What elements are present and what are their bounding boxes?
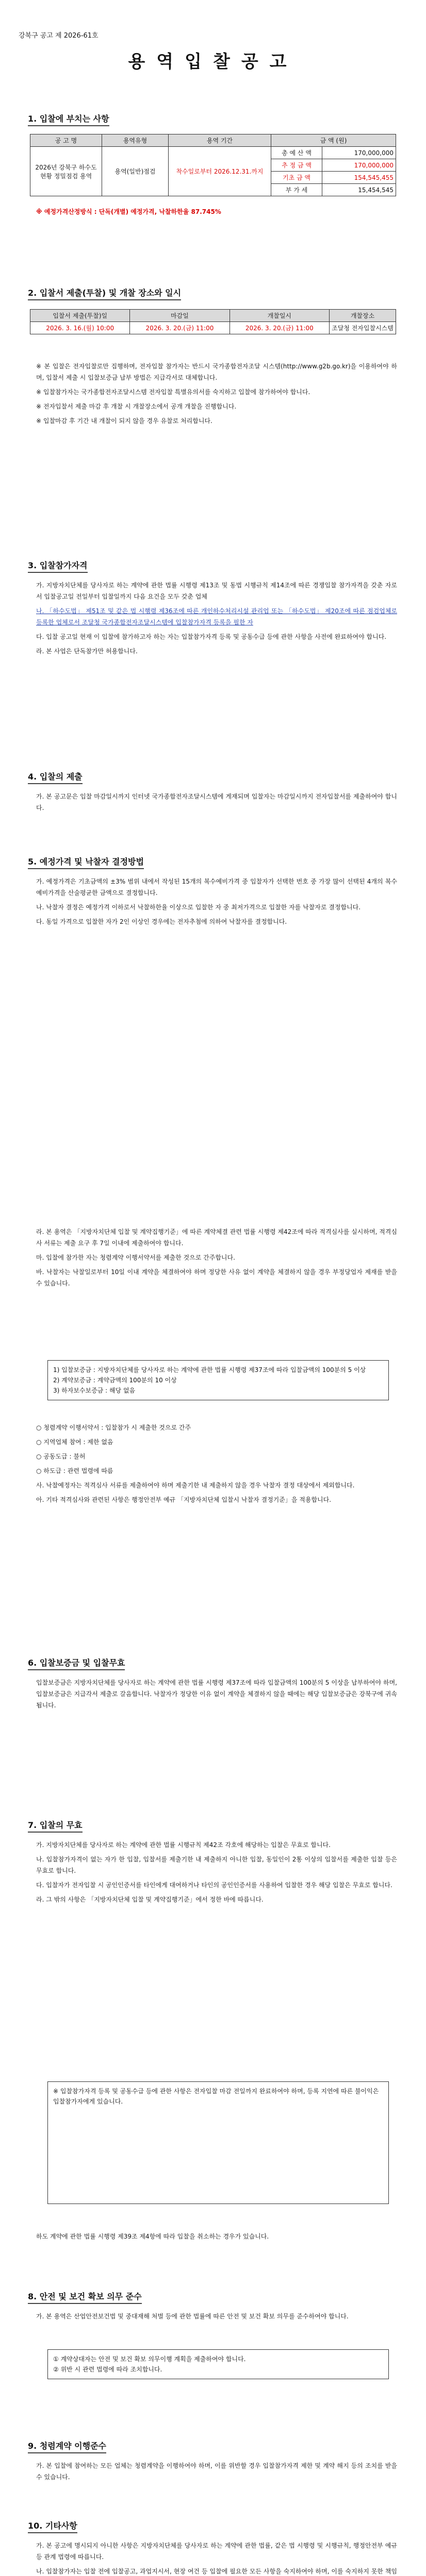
box-line: 1) 입찰보증금 : 지방자치단체를 당사자로 하는 계약에 관한 법률 시행령 제37조에 따라 입찰금액의 100분의 5 이상 <box>53 1366 366 1374</box>
opening-place: 조달청 전자입찰시스템 <box>330 322 396 334</box>
item-text: 다. 입찰자가 전자입찰 시 공인인증서를 타인에게 대여하거나 타인의 공인인증서를 사용하여 입찰한 경우 해당 입찰은 무효로 합니다. <box>36 1882 392 1889</box>
section-6-heading: 6. 입찰보증금 및 입찰무효 <box>28 1656 125 1670</box>
item-text: 다. 동일 가격으로 입찰한 자가 2인 이상인 경우에는 전자추첨에 의하여 낙찰자를 결정합니다. <box>36 918 287 925</box>
item-text: 나. 입찰참가자격이 없는 자가 한 입찰, 입찰서를 제출기한 내 제출하지 아니한 입찰, 동일인이 2통 이상의 입찰서를 제출한 입찰 등은 무효로 합니다. <box>36 1856 397 1874</box>
box-line: 2) 계약보증금 : 계약금액의 100분의 10 이상 <box>53 1377 177 1384</box>
section-2-notes <box>36 361 397 430</box>
amount-label: 총 예 산 액 <box>271 147 322 159</box>
tender-items-table <box>30 134 396 196</box>
col-header: 마감일 <box>130 310 230 322</box>
item-text: 가. 본 공고에 명시되지 아니한 사항은 지방자치단체를 당사자로 하는 계약에 관한 법률, 같은 법 시행령 및 시행규칙, 행정안전부 예규 등 관계 법령에 따릅니다. <box>36 2542 397 2561</box>
col-header: 개찰장소 <box>330 310 396 322</box>
item-text: 라. 그 밖의 사항은 「지방자치단체 입찰 및 계약집행기준」에서 정한 바에 따릅니다. <box>36 1896 264 1903</box>
item-text: 나. 낙찰자 결정은 예정가격 이하로서 낙찰하한율 이상으로 입찰한 자 중 최저가격으로 입찰한 자를 낙찰자로 결정합니다. <box>36 904 361 911</box>
section-7-heading: 7. 입찰의 무효 <box>28 1819 83 1833</box>
schedule-table <box>30 309 396 334</box>
section-4-body: 가. 본 공고문은 입찰 마감일시까지 인터넷 국가종합전자조달시스템에 게재되며 입찰자는 마감일시까지 전자입찰서를 제출하여야 합니다. <box>36 793 397 811</box>
opening-date: 2026. 3. 20.(금) 11:00 <box>230 322 329 334</box>
note-text: ※ 본 입찰은 전자입찰로만 집행하며, 전자입찰 참가자는 반드시 국가종합전자조달 시스템(http://www.g2b.go.kr)을 이용하여야 하며, 입찰서 제출 시 입찰보증금 납부 방법은 지급각서로 대체합니다. <box>36 363 397 381</box>
amount-label: 추 정 금 액 <box>271 159 322 172</box>
bid-start-date: 2026. 3. 16.(월) 10:00 <box>30 322 130 334</box>
section-5-list <box>36 1422 397 1509</box>
note-text: ※ 입찰마감 후 기간 내 개찰이 되지 않을 경우 유찰로 처리합니다. <box>36 417 212 425</box>
item-text: 가. 지방자치단체를 당사자로 하는 계약에 관한 법률 시행령 제13조 및 동법 시행규칙 제14조에 따른 경쟁입찰 참가자격을 갖춘 자로서 입찰공고일 전일부터 입찰일까지 다음 요건을 모두 갖춘 업체 <box>36 582 397 600</box>
amount-value: 15,454,545 <box>322 184 396 196</box>
amount-label: 부 가 세 <box>271 184 322 196</box>
box-line: ② 위반 시 관련 법령에 따라 조치합니다. <box>53 2366 162 2373</box>
section-9-body: 가. 본 입찰에 참여하는 모든 업체는 청렴계약을 이행하여야 하며, 이를 위반할 경우 입찰참가자격 제한 및 계약 해지 등의 조치를 받을 수 있습니다. <box>36 2462 397 2481</box>
amount-value: 170,000,000 <box>322 159 396 172</box>
col-header: 입찰서 제출(투찰)일 <box>30 310 130 322</box>
section-9-heading: 9. 청렴계약 이행준수 <box>28 2439 106 2453</box>
col-header: 공 고 명 <box>30 134 102 147</box>
section-8-body: 가. 본 용역은 산업안전보건법 및 중대재해 처벌 등에 관한 법률에 따른 안전 및 보건 확보 의무를 준수하여야 합니다. <box>36 2313 349 2320</box>
col-header: 개찰일시 <box>230 310 329 322</box>
item-text: 다. 입찰 공고일 현재 이 입찰에 참가하고자 하는 자는 입찰참가자격 등록 및 공동수급 등에 관한 사항을 사전에 완료하여야 합니다. <box>36 633 387 640</box>
item-text: 가. 지방자치단체를 당사자로 하는 계약에 관한 법률 시행규칙 제42조 각호에 해당하는 입찰은 무효로 합니다. <box>36 1841 331 1849</box>
col-header: 금 액 (원) <box>271 134 396 147</box>
item-text: 아. 기타 적격심사와 관련된 사항은 행정안전부 예규 「지방자치단체 입찰시 낙찰자 결정기준」을 적용합니다. <box>36 1496 332 1503</box>
box-line: ※ 입찰참가자격 등록 및 공동수급 등에 관한 사항은 전자입찰 마감 전일까지 완료하여야 하며, 등록 지연에 따른 불이익은 입찰참가자에게 있습니다. <box>53 2088 379 2105</box>
notice-box <box>47 2081 389 2204</box>
col-header: 용역유형 <box>102 134 169 147</box>
tender-name: 2026년 강북구 하수도 현황 정밀점검 용역 <box>30 147 102 196</box>
notice-number: 강북구 공고 제 2026-61호 <box>19 32 99 40</box>
page-title: 용역입찰공고 <box>128 52 298 72</box>
item-text: 가. 예정가격은 기초금액의 ±3% 범위 내에서 작성된 15개의 복수예비가격 중 입찰자가 선택한 번호 중 가장 많이 선택된 4개의 복수예비가격을 산술평균한 금액으로 결정합니다. <box>36 878 397 896</box>
section-3-heading: 3. 입찰참가자격 <box>28 559 88 573</box>
section-7-body <box>36 1839 397 1908</box>
tender-period: 착수일로부터 2026.12.31.까지 <box>169 147 271 196</box>
section-5-continued <box>36 1226 397 1292</box>
amount-value: 170,000,000 <box>322 147 396 159</box>
safety-box <box>47 2349 389 2379</box>
section-4-heading: 4. 입찰의 제출 <box>28 770 83 784</box>
item-text: 바. 낙찰자는 낙찰일로부터 10일 이내 계약을 체결하여야 하며 정당한 사유 없이 계약을 체결하지 않을 경우 부정당업자 제재를 받을 수 있습니다. <box>36 1268 397 1287</box>
item-text: 사. 낙찰예정자는 적격심사 서류를 제출하여야 하며 제출기한 내 제출하지 않을 경우 낙찰자 결정 대상에서 제외합니다. <box>36 1482 355 1489</box>
section-8-heading: 8. 안전 및 보건 확보 의무 준수 <box>28 2290 142 2304</box>
item-text: 나. 입찰참가자는 입찰 전에 입찰공고, 과업지시서, 현장 여건 등 입찰에 필요한 모든 사항을 숙지하여야 하며, 이를 숙지하지 못한 책임 <box>36 2568 397 2575</box>
item-text: 라. 본 사업은 단독참가만 허용합니다. <box>36 648 138 655</box>
section-7-footnote: 하도 계약에 관한 법률 시행령 제39조 제4항에 따라 입찰을 취소하는 경우가 있습니다. <box>36 2233 269 2240</box>
section-1-heading: 1. 입찰에 부치는 사항 <box>28 112 109 126</box>
col-header: 용역 기간 <box>169 134 271 147</box>
bid-deadline: 2026. 3. 20.(금) 11:00 <box>130 322 230 334</box>
list-item: ○ 청렴계약 이행서약서 : 입찰참가 시 제출한 것으로 간주 <box>36 1424 191 1431</box>
note-text: ※ 입찰참가자는 국가종합전자조달시스템 전자입찰 특별유의서를 숙지하고 입찰에 참가하여야 합니다. <box>36 388 310 396</box>
section-10-heading: 10. 기타사항 <box>28 2519 77 2533</box>
section-5-body <box>36 876 397 930</box>
item-text: 라. 본 용역은 「지방자치단체 입찰 및 계약집행기준」에 따른 계약체결 관련 법률 시행령 제42조에 따라 적격심사를 실시하며, 적격심사 서류는 제출 요구 후 7일 이내에 제출하여야 합니다. <box>36 1228 397 1247</box>
tender-type: 용역(일반)점검 <box>102 147 169 196</box>
price-method-note: ※ 예정가격산정방식 : 단독(개별) 예정가격, 낙찰하한율 87.745% <box>36 208 221 215</box>
box-line: 3) 하자보수보증금 : 해당 없음 <box>53 1387 136 1394</box>
section-6-body: 입찰보증금은 지방자치단체를 당사자로 하는 계약에 관한 법률 시행령 제37조에 따라 입찰금액의 100분의 5 이상을 납부하여야 하며, 입찰보증금은 지급각서 제출로 갈음합니다. 낙찰자가 정당한 이유 없이 계약을 체결하지 않을 때에는 해당 입찰보증금은 강북구에 귀속됩니다. <box>36 1679 397 1709</box>
amount-label: 기초 금 액 <box>271 172 322 184</box>
list-item: ○ 하도급 : 관련 법령에 따름 <box>36 1467 113 1475</box>
box-line: ① 계약상대자는 안전 및 보건 확보 의무이행 계획을 제출하여야 합니다. <box>53 2355 246 2363</box>
note-text: ※ 전자입찰서 제출 마감 후 개찰 시 개찰장소에서 공개 개찰을 진행합니다. <box>36 403 237 410</box>
section-10-body <box>36 2540 397 2576</box>
section-3-body <box>36 580 397 660</box>
item-text: 나. 「하수도법」 제51조 및 같은 법 시행령 제36조에 따른 개인하수처리시설 관리업 또는 「하수도법」 제20조에 따른 점검업체로 등록한 업체로서 조달청 국가종합전자조달시스템에 입찰참가자격 등록을 필한 자 <box>36 607 397 626</box>
guarantee-box <box>47 1360 389 1400</box>
section-2-heading: 2. 입찰서 제출(투찰) 및 개찰 장소와 일시 <box>28 286 181 300</box>
list-item: ○ 공동도급 : 불허 <box>36 1453 86 1460</box>
list-item: ○ 지역업체 참여 : 제한 없음 <box>36 1438 113 1446</box>
item-text: 마. 입찰에 참가한 자는 청렴계약 이행서약서를 제출한 것으로 간주합니다. <box>36 1254 235 1261</box>
amount-value: 154,545,455 <box>322 172 396 184</box>
section-5-heading: 5. 예정가격 및 낙찰자 결정방법 <box>28 855 144 869</box>
